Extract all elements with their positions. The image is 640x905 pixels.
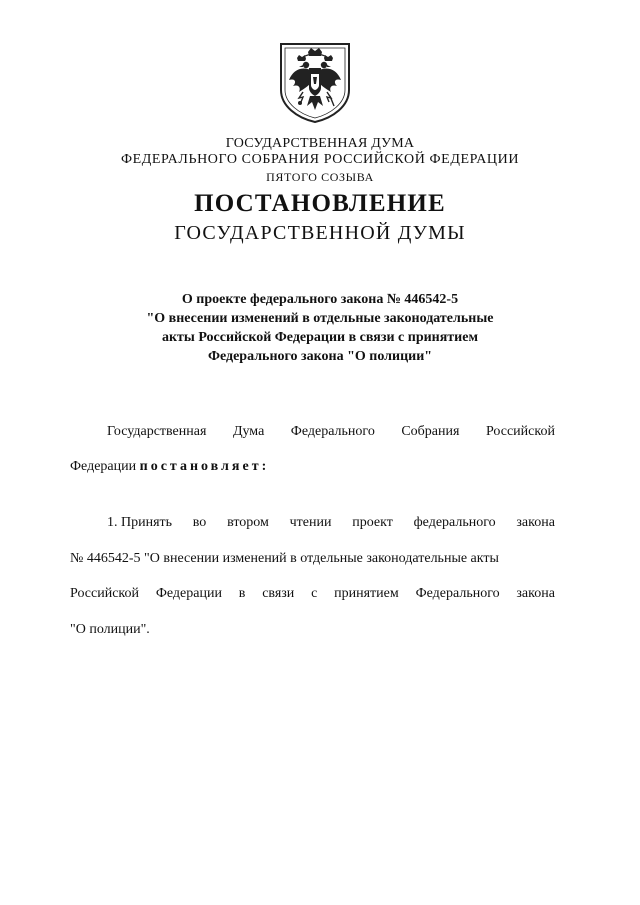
- item1-word: в: [238, 586, 246, 601]
- document-issuer: ГОСУДАРСТВЕННОЙ ДУМЫ: [174, 222, 466, 244]
- intro-word: Собрания: [401, 424, 460, 439]
- item1-word: Российской: [70, 586, 139, 601]
- intro-word: Дума: [232, 424, 265, 439]
- item-1-line-2: № 446542-5 "О внесении изменений в отдельные законодательные акты: [70, 551, 499, 566]
- item1-word: Федерального: [415, 586, 500, 601]
- subject-line-3: акты Российской Федерации в связи с принятием: [161, 330, 479, 345]
- russian-coat-of-arms-icon: [277, 40, 353, 124]
- intro-paragraph-line-2: [70, 458, 555, 476]
- intro-word: Государственная: [107, 424, 207, 439]
- header-federal-assembly: ФЕДЕРАЛЬНОГО СОБРАНИЯ РОССИЙСКОЙ ФЕДЕРАЦИИ: [120, 152, 520, 167]
- subject-line-1: О проекте федерального закона № 446542-5: [181, 292, 459, 307]
- item1-word: федерального: [413, 515, 496, 530]
- intro-word: Российской: [485, 424, 555, 439]
- item1-word: закона: [516, 515, 555, 530]
- item-1-line-1: [107, 514, 555, 532]
- item1-word: Федерации: [155, 586, 222, 601]
- subject-line-4: Федерального закона "О полиции": [207, 349, 433, 364]
- item-1-line-3: [70, 585, 555, 603]
- header-convocation: ПЯТОГО СОЗЫВА: [266, 170, 374, 184]
- item1-word: 1. Принять: [107, 515, 173, 530]
- document-type-title: ПОСТАНОВЛЕНИЕ: [194, 190, 446, 217]
- item1-word: принятием: [334, 586, 399, 601]
- item-1-line-4: "О полиции".: [70, 622, 150, 637]
- intro-line2-start: Федерации: [70, 459, 140, 474]
- decrees-keyword: постановляет:: [139, 459, 270, 474]
- item1-word: проект: [352, 515, 393, 530]
- intro-word: Федерального: [290, 424, 375, 439]
- item1-word: чтении: [289, 515, 332, 530]
- item1-word: втором: [227, 515, 269, 530]
- item1-word: связи: [262, 586, 295, 601]
- item1-word: во: [192, 515, 207, 530]
- header-duma: ГОСУДАРСТВЕННАЯ ДУМА: [225, 136, 415, 151]
- item1-word: закона: [516, 586, 555, 601]
- intro-paragraph-line-1: [107, 423, 555, 441]
- subject-line-2: "О внесении изменений в отдельные законодательные: [146, 311, 494, 326]
- item1-word: с: [311, 586, 318, 601]
